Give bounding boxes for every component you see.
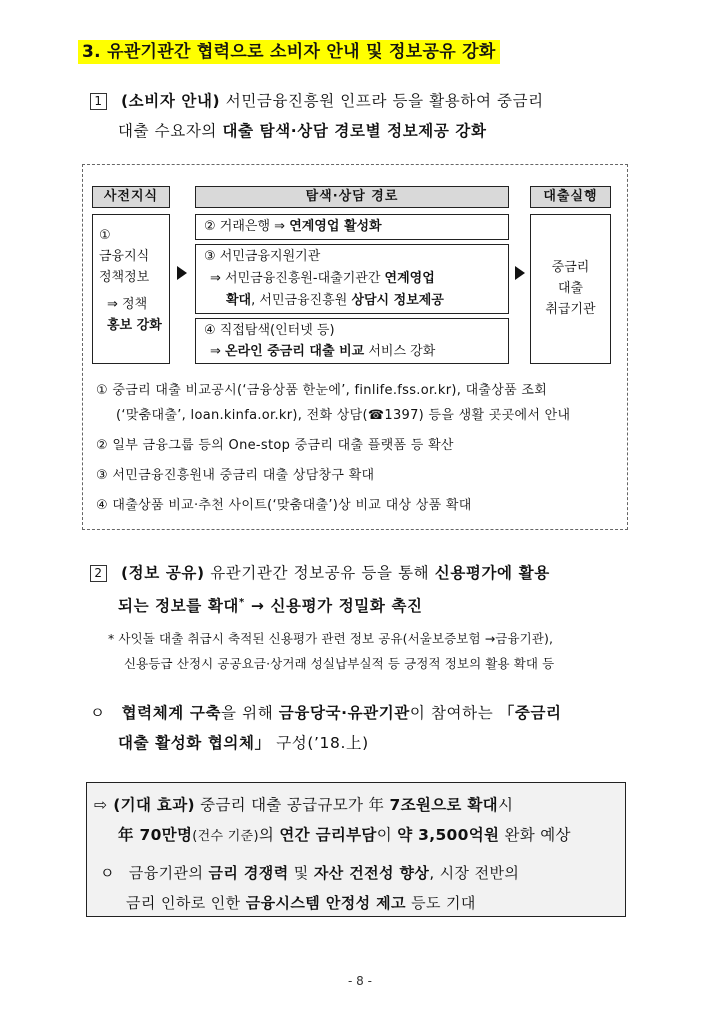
item2-line2-bold: 되는 정보를 확대 bbox=[118, 597, 240, 616]
effect-line2-f: 약 3,500억원 bbox=[397, 826, 500, 844]
prior-knowledge-number: ① bbox=[99, 228, 111, 243]
item1-line2-text: 대출 수요자의 bbox=[118, 122, 223, 140]
item3-line2-text: 구성(’18.上) bbox=[270, 734, 369, 752]
diagram-list bbox=[96, 378, 626, 518]
route-support-line1: ③ 서민금융지원기관 bbox=[204, 249, 321, 264]
effect-line2-e: 이 bbox=[376, 826, 398, 844]
prior-knowledge-line1: 금융지식 bbox=[99, 249, 150, 264]
item3-text-a: 협력체계 구축 bbox=[121, 704, 222, 722]
item2-footnote-mark: * bbox=[239, 597, 245, 608]
effect-sub-line2-a: 금리 인하로 인한 bbox=[126, 894, 246, 912]
route-direct-search-cell bbox=[195, 318, 509, 364]
page-number: - 8 - bbox=[348, 974, 372, 988]
item2-line1-bold: 신용평가에 활용 bbox=[434, 564, 550, 582]
item2-line2-bold2: → 신용평가 정밀화 촉진 bbox=[244, 597, 423, 616]
effect-line2-d: 연간 금리부담 bbox=[279, 826, 377, 844]
route-support-line2a: ⇒ 서민금융진흥원-대출기관간 bbox=[210, 271, 385, 286]
route-direct-line1: ④ 직접탐색(인터넷 등) bbox=[204, 323, 335, 338]
loan-institution-cell bbox=[530, 214, 611, 364]
route-direct-line2a: ⇒ bbox=[210, 344, 226, 359]
item3-paragraph bbox=[90, 698, 650, 758]
effect-line2-c: 의 bbox=[258, 826, 280, 844]
col-header-search-route: 탐색·상담 경로 bbox=[195, 186, 509, 208]
list-item: ④ 대출상품 비교·추천 사이트(‘맞춤대출’)상 비교 대상 상품 확대 bbox=[96, 498, 472, 513]
list-item: ② 일부 금융그룹 등의 One-stop 중금리 대출 플랫폼 등 확산 bbox=[96, 438, 454, 453]
loan-institution-line2: 대출 bbox=[557, 281, 584, 296]
route-direct-line2c: 서비스 강화 bbox=[364, 344, 436, 359]
item2-heading: (정보 공유) bbox=[121, 564, 205, 582]
double-arrow-icon: ⇨ bbox=[94, 796, 108, 814]
item3-text-d: 이 참여하는 bbox=[409, 704, 499, 722]
prior-knowledge-cell bbox=[92, 214, 170, 364]
effect-sub-d: 자산 건전성 향상 bbox=[313, 864, 430, 882]
loan-institution-line1: 중금리 bbox=[551, 260, 590, 275]
item1-line1-text: 서민금융진흥원 인프라 등을 활용하여 중금리 bbox=[220, 92, 544, 110]
item3-line2-bold: 대출 활성화 협의체」 bbox=[118, 734, 271, 752]
col-header-prior-knowledge: 사전지식 bbox=[92, 186, 170, 208]
list-item: ③ 서민금융진흥원내 중금리 대출 상담창구 확대 bbox=[96, 468, 375, 483]
effect-text-b: 중금리 대출 공급규모가 年 bbox=[194, 796, 390, 814]
effect-line2-g: 완화 예상 bbox=[499, 826, 571, 844]
item1-line2-bold: 대출 탐색·상담 경로별 정보제공 강화 bbox=[222, 122, 487, 140]
effect-sub-line2-c: 등도 기대 bbox=[405, 894, 476, 912]
item2-number-box: 2 bbox=[90, 565, 107, 582]
effect-heading: (기대 효과) bbox=[113, 796, 195, 814]
route-support-line3c: 상담시 정보제공 bbox=[351, 293, 444, 308]
prior-knowledge-line2: 정책정보 bbox=[99, 270, 150, 285]
item2-line1-text: 유관기관간 정보공유 등을 통해 bbox=[204, 564, 435, 582]
route-support-institution-cell bbox=[195, 244, 509, 314]
effect-line2-b: (건수 기준) bbox=[192, 829, 259, 844]
expected-effect-sub bbox=[100, 858, 620, 918]
route-bank-cell bbox=[195, 214, 509, 240]
effect-sub-line2-b: 금융시스템 안정성 제고 bbox=[245, 894, 406, 912]
effect-sub-c: 및 bbox=[288, 864, 314, 882]
effect-sub-b: 금리 경쟁력 bbox=[208, 864, 289, 882]
effect-sub-bullet: ㅇ bbox=[100, 864, 115, 882]
effect-text-d: 시 bbox=[497, 796, 514, 814]
item3-text-b: 을 위해 bbox=[221, 704, 279, 722]
item3-text-e: 「중금리 bbox=[498, 704, 562, 722]
col-header-loan-execution: 대출실행 bbox=[530, 186, 611, 208]
expected-effect-main bbox=[94, 790, 624, 852]
loan-institution-line3: 취급기관 bbox=[545, 302, 596, 317]
route-support-line2b: 연계영업 bbox=[384, 271, 435, 286]
item2-footnote bbox=[108, 626, 648, 676]
list-item: (‘맞춤대출’, loan.kinfa.or.kr), 전화 상담(☎1397) 등을 생활 곳곳에서 안내 bbox=[116, 408, 571, 423]
route-bank-bold: 연계영업 활성화 bbox=[289, 219, 382, 234]
item1-paragraph bbox=[90, 86, 650, 146]
effect-line2-a: 年 70만명 bbox=[118, 826, 193, 844]
list-item: ① 중금리 대출 비교공시(‘금융상품 한눈에’, finlife.fss.or.kr), 대출상품 조회 bbox=[96, 383, 548, 398]
item3-text-c: 금융당국·유관기관 bbox=[278, 704, 410, 722]
route-direct-line2b: 온라인 중금리 대출 비교 bbox=[225, 344, 365, 359]
item1-heading: (소비자 안내) bbox=[121, 92, 221, 110]
arrow-right-icon bbox=[177, 266, 187, 280]
effect-text-c: 7조원으로 확대 bbox=[389, 796, 498, 814]
item3-bullet: ㅇ bbox=[90, 704, 106, 722]
arrow-right-icon bbox=[515, 266, 525, 280]
item2-paragraph bbox=[90, 558, 650, 621]
section-title: 3. 유관기관간 협력으로 소비자 안내 및 정보공유 강화 bbox=[78, 40, 500, 64]
effect-sub-a: 금융기관의 bbox=[128, 864, 209, 882]
route-support-line3a: 확대 bbox=[226, 293, 252, 308]
prior-knowledge-line3: ⇒ 정책 bbox=[107, 297, 148, 312]
route-bank-text: ② 거래은행 ⇒ bbox=[204, 219, 290, 234]
item2-footnote-line1: * 사잇돌 대출 취급시 축적된 신용평가 관련 정보 공유(서울보증보험 →금융기관), bbox=[108, 631, 554, 646]
route-support-line3b: , 서민금융진흥원 bbox=[251, 293, 352, 308]
prior-knowledge-line4: 홍보 강화 bbox=[107, 318, 162, 333]
item1-number-box: 1 bbox=[90, 93, 107, 110]
item2-footnote-line2: 신용등급 산정시 공공요금·상거래 성실납부실적 등 긍정적 정보의 활용 확대 등 bbox=[124, 656, 555, 671]
effect-sub-e: , 시장 전반의 bbox=[429, 864, 520, 882]
